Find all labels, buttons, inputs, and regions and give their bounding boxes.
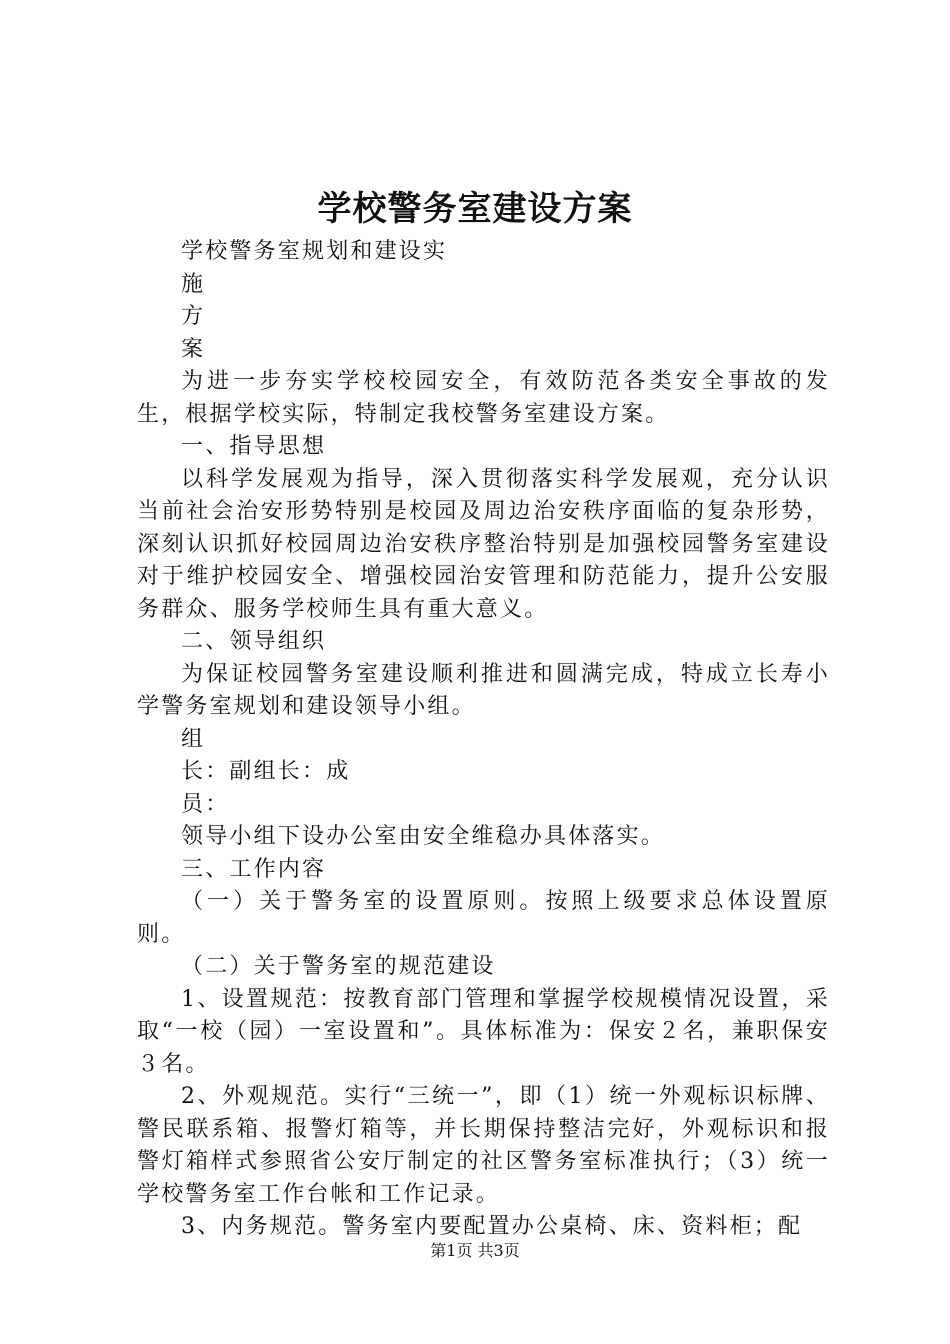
body-paragraph: 领导小组下设办公室由安全维稳办具体落实。 xyxy=(181,824,666,849)
subtitle-line: 案 xyxy=(181,336,206,362)
document-title: 学校警务室建设方案 xyxy=(317,189,633,229)
member-line: 长：副组长：成 xyxy=(181,759,351,784)
subsection-heading: （二）关于警务室的规范建设 xyxy=(181,954,496,979)
subtitle-line: 施 xyxy=(181,271,206,297)
body-paragraph: 2、外观规范。实行“三统一”，即（1）统一外观标识标牌、警民联系箱、报警灯箱等，并长期保持整洁完好，外观标识和报警灯箱样式参照省公安厅制定的社区警务室标准执行；（3）统一学校警务室工作台帐和工作记录。 xyxy=(137,1084,830,1207)
document-body xyxy=(137,236,830,1244)
intro-paragraph: 为进一步夯实学校校园安全，有效防范各类安全事故的发生，根据学校实际，特制定我校警务室建设方案。 xyxy=(137,369,830,427)
section-heading: 一、指导思想 xyxy=(181,434,327,459)
body-paragraph: 3、内务规范。警务室内要配置办公桌椅、床、资料柜；配 xyxy=(181,1214,803,1239)
subtitle-line: 方 xyxy=(181,304,206,329)
page-footer: 第1页 共3页 xyxy=(430,1241,520,1260)
body-paragraph: 以科学发展观为指导，深入贯彻落实科学发展观，充分认识当前社会治安形势特别是校园及周边治安秩序面临的复杂形势，深刻认识抓好校园周边治安秩序整治特别是加强校园警务室建设对于维护校园安全、增强校园治安管理和防范能力，提升公安服务群众、服务学校师生具有重大意义。 xyxy=(137,466,830,622)
body-paragraph: （一）关于警务室的设置原则。按照上级要求总体设置原则。 xyxy=(137,889,830,947)
member-line: 组 xyxy=(181,726,206,752)
member-line: 员： xyxy=(181,791,230,817)
subtitle-line: 学校警务室规划和建设实 xyxy=(181,239,448,264)
body-paragraph: 1、设置规范：按教育部门管理和掌握学校规模情况设置，采取“一校（园）一室设置和”。具体标准为：保安２名，兼职保安３名。 xyxy=(137,986,830,1077)
section-heading: 三、工作内容 xyxy=(181,856,327,882)
body-paragraph: 为保证校园警务室建设顺利推进和圆满完成，特成立长寿小学警务室规划和建设领导小组。 xyxy=(137,661,830,719)
section-heading: 二、领导组织 xyxy=(181,629,327,654)
